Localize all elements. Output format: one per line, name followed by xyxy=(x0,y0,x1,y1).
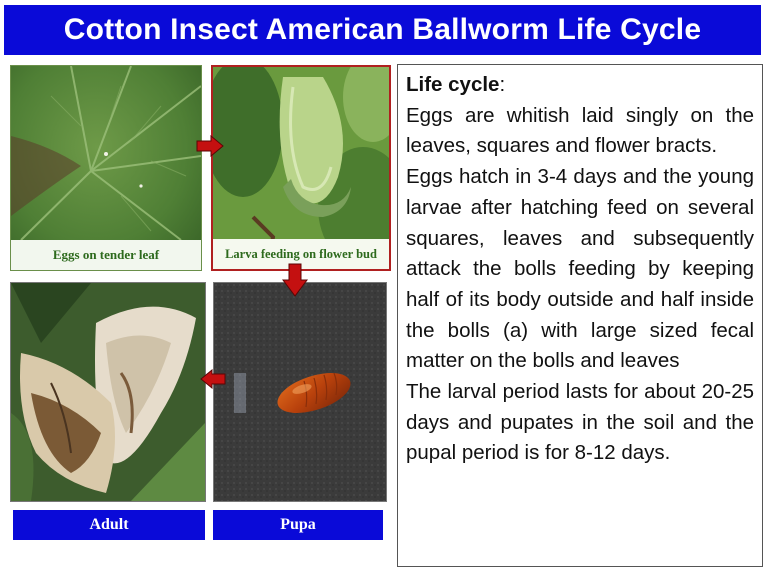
pupa-label: Pupa xyxy=(213,510,383,540)
larva-caption: Larva feeding on flower bud xyxy=(213,239,389,269)
adult-photo xyxy=(10,282,206,502)
paragraph-eggs: Eggs are whitish laid singly on the leaves, squares and flower bracts. xyxy=(406,103,754,158)
eggs-caption: Eggs on tender leaf xyxy=(11,240,201,270)
heading-colon: : xyxy=(499,73,506,96)
eggs-photo xyxy=(10,65,202,271)
arrow-left-icon xyxy=(200,369,226,389)
arrow-right-icon xyxy=(196,135,224,157)
slide-title: Cotton Insect American Ballworm Life Cycle xyxy=(63,13,702,46)
life-cycle-heading xyxy=(406,70,754,101)
paragraph-larval-period: The larval period lasts for about 20-25 days and pupates in the soil and the pupal period is for 8-12 days. xyxy=(406,380,754,465)
adult-label: Adult xyxy=(13,510,205,540)
larva-photo xyxy=(211,65,391,271)
life-cycle-text-panel xyxy=(397,64,763,567)
pupa-image xyxy=(214,283,386,501)
arrow-down-icon xyxy=(282,263,308,297)
title-bar xyxy=(4,5,761,55)
paragraph-larvae: Eggs hatch in 3-4 days and the young larvae after hatching feed on several squares, leaves and subsequently attack the bolls feeding by keeping half of its body outside and half inside the bolls (a) with large sized fecal matter on the bolls and leaves xyxy=(406,165,754,373)
adult-moth-image xyxy=(11,283,205,501)
heading-text: Life cycle xyxy=(406,73,500,96)
pupa-photo xyxy=(213,282,387,502)
